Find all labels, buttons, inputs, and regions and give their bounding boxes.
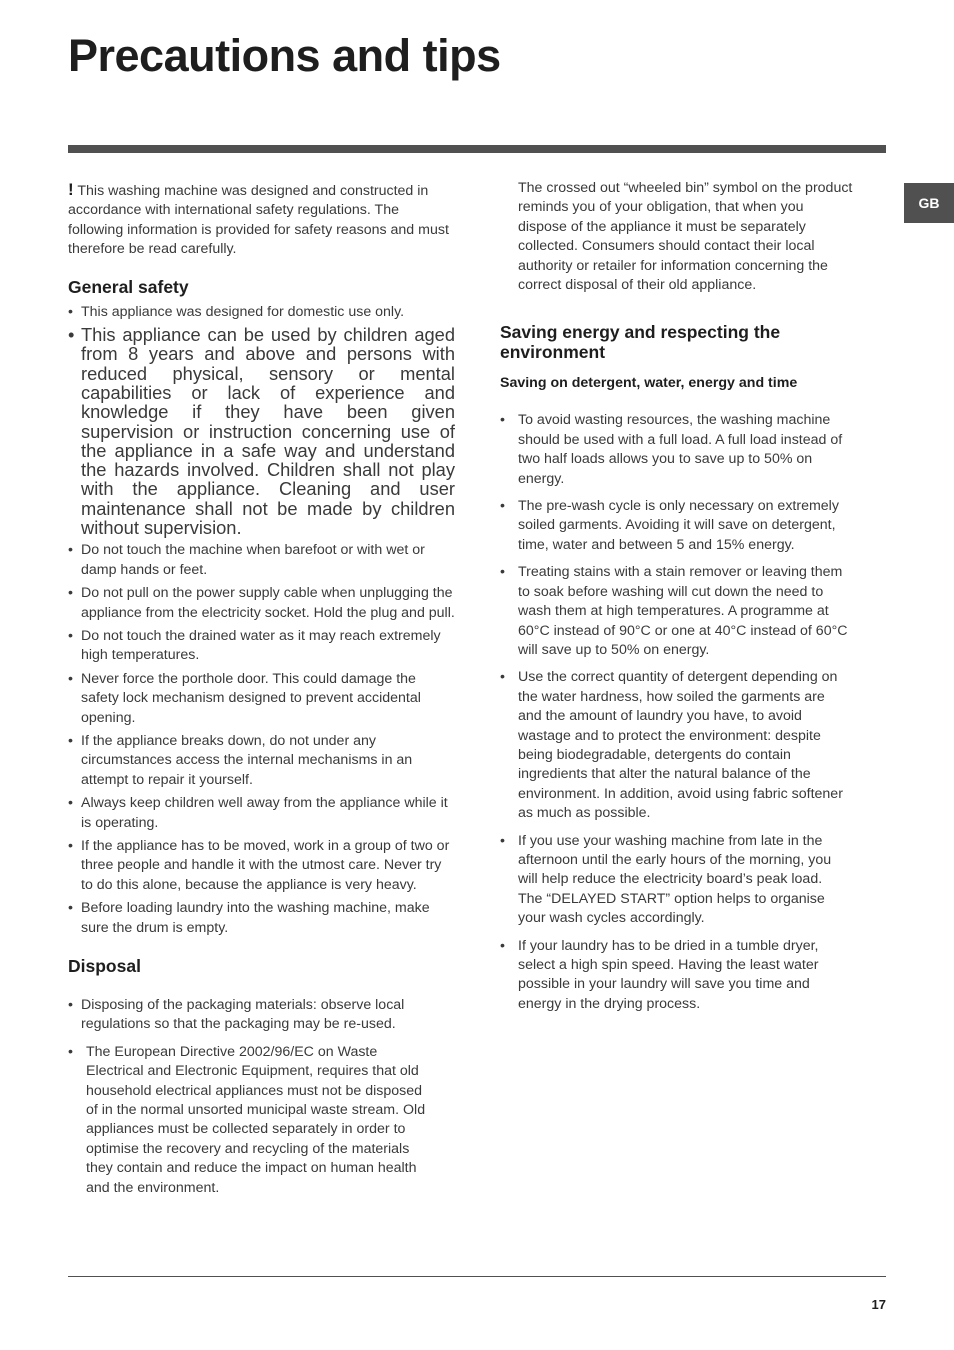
bottom-divider: [68, 1276, 886, 1277]
list-item: • To avoid wasting resources, the washing machine should be used with a full load. A full load instead of two half loads allows you to save up to 50% on energy.: [500, 411, 848, 489]
list-item: • If the appliance has to be moved, work in a group of two or three people and handle it with the utmost care. Never try to do this alone, because the appliance is very heavy.: [68, 837, 455, 895]
list-item: • The pre-wash cycle is only necessary on extremely soiled garments. Avoiding it will save on detergent, time, water and between 5 and 15% energy.: [500, 497, 848, 555]
list-item: • If you use your washing machine from late in the afternoon until the early hours of the morning, you will help reduce the electricity board’s peak load. The “DELAYED START” option helps to organise your wash cycles accordingly.: [500, 832, 848, 929]
language-tab: GB: [904, 183, 954, 223]
list-item: • Never force the porthole door. This could damage the safety lock mechanism designed to prevent accidental opening.: [68, 670, 455, 728]
list-item: • Always keep children well away from the appliance while it is operating.: [68, 794, 455, 833]
list-item: • Do not pull on the power supply cable when unplugging the appliance from the electricity socket. Hold the plug and pull.: [68, 584, 455, 623]
intro-text: This washing machine was designed and constructed in accordance with international safety regulations. The following information is provided for safety reasons and must therefore be read carefully.: [68, 183, 449, 258]
page-title: Precautions and tips: [68, 30, 501, 81]
list-item: • Use the correct quantity of detergent depending on the water hardness, how soiled the garments are and the amount of laundry you have, to avoid wastage and to protect the environment: despite being biodegradable, detergents do contain ingredients that alter the natural balance of the environment. In addition, avoid using fabric softener as much as possible.: [500, 668, 848, 823]
disposal-heading: Disposal: [68, 956, 141, 977]
right-column: [500, 179, 880, 1014]
list-item: • The European Directive 2002/96/EC on Waste Electrical and Electronic Equipment, requires that old household electrical appliances must not be disposed of in the normal unsorted municipal waste stream. Old appliances must be collected separately in order to optimise the recovery and recycling of the materials they contain and reduce the impact on human health and the environment.: [68, 1043, 428, 1198]
list-item: • Before loading laundry into the washing machine, make sure the drum is empty.: [68, 899, 455, 938]
list-item: • Disposing of the packaging materials: observe local regulations so that the packaging may be re-used.: [68, 996, 428, 1035]
left-column: [68, 180, 455, 1198]
list-item: • If your laundry has to be dried in a tumble dryer, select a high spin speed. Having the least water possible in your laundry will save you time and energy in the drying process.: [500, 937, 848, 1015]
list-item: • If the appliance breaks down, do not under any circumstances access the internal mechanisms in an attempt to repair it yourself.: [68, 732, 455, 790]
list-item: • This appliance can be used by children aged from 8 years and above and persons with reduced physical, sensory or mental capabilities or lack of experience and knowledge if they have been given supervision or instruction concerning use of the appliance in a safe way and understand the hazards involved. Children shall not play with the appliance. Cleaning and user maintenance shall not be made by children without supervision.: [68, 325, 455, 537]
saving-heading: Saving energy and respecting the environment: [500, 322, 781, 363]
warning-icon: !: [68, 180, 74, 199]
intro-paragraph: [68, 180, 455, 260]
list-item: • Do not touch the machine when barefoot or with wet or damp hands or feet.: [68, 541, 455, 580]
list-item: • This appliance was designed for domestic use only.: [68, 303, 455, 322]
list-item: • Do not touch the drained water as it may reach extremely high temperatures.: [68, 627, 455, 666]
top-divider: [68, 145, 886, 153]
list-item: • Treating stains with a stain remover or leaving them to soak before washing will cut down the need to wash them at high temperatures. A programme at 60°C instead of 90°C or one at 40°C instead of 60°C will save up to 50% on energy.: [500, 563, 848, 660]
general-safety-heading: General safety: [68, 276, 189, 297]
disposal-list: [68, 996, 428, 1198]
page-number: 17: [871, 1297, 886, 1312]
disposal-continuation: The crossed out “wheeled bin” symbol on the product reminds you of your obligation, that when you dispose of the appliance it must be separately collected. Consumers should contact their local authority or retailer for information concerning the correct disposal of their old appliance.: [518, 180, 853, 294]
saving-subheading: Saving on detergent, water, energy and time: [500, 375, 798, 392]
general-safety-list: [68, 303, 455, 938]
saving-list: [500, 411, 848, 1014]
